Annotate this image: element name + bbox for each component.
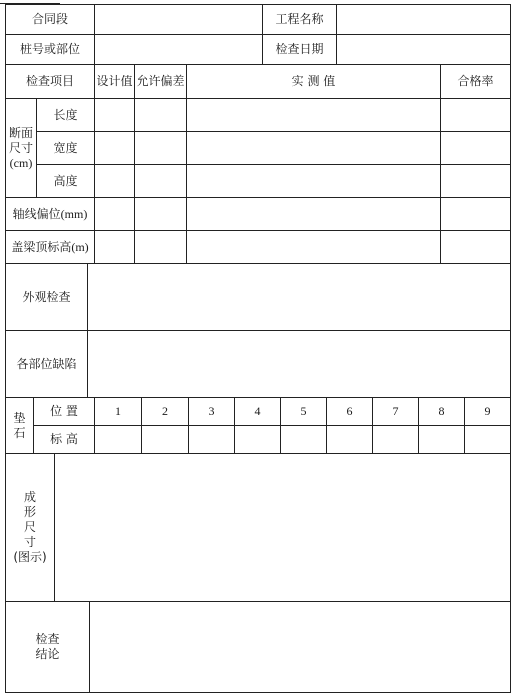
axis-offset-pass-rate-cell[interactable] [440, 197, 511, 231]
beam-top-elev-design-cell[interactable] [94, 230, 135, 264]
section-size-unit: (cm) [9, 155, 33, 170]
section-size-label-1: 断面 [8, 125, 33, 140]
beam-top-elev-tolerance-cell[interactable] [134, 230, 187, 264]
defects-label: 各部位缺陷 [5, 330, 88, 398]
width-tolerance-cell[interactable] [134, 131, 187, 165]
length-tolerance-cell[interactable] [134, 98, 187, 132]
pad-position-7: 7 [372, 397, 419, 426]
col-header-measured: 实 测 值 [186, 64, 441, 99]
pad-elevation-5[interactable] [280, 425, 327, 454]
shape-size-char-4: 寸 [23, 535, 36, 549]
pile-or-part-field[interactable] [94, 34, 263, 65]
shape-size-char-3: 尺 [23, 520, 36, 534]
width-pass-rate-cell[interactable] [440, 131, 511, 165]
col-header-design: 设计值 [94, 64, 135, 99]
row-label-width: 宽度 [36, 131, 95, 165]
inspection-date-label: 检查日期 [262, 34, 337, 65]
pad-stone-label-2: 石 [13, 425, 26, 440]
appearance-check-field[interactable] [87, 263, 511, 331]
col-header-tolerance: 允许偏差 [134, 64, 187, 99]
axis-offset-tolerance-cell[interactable] [134, 197, 187, 231]
conclusion-label [5, 601, 90, 693]
pad-elevation-1[interactable] [94, 425, 142, 454]
length-measured-cell[interactable] [186, 98, 441, 132]
beam-top-elev-text: 盖梁顶标高 [11, 239, 72, 254]
axis-offset-unit: (mm) [60, 206, 88, 221]
pad-position-6: 6 [326, 397, 373, 426]
col-header-item: 检查项目 [5, 64, 95, 99]
pile-or-part-label: 桩号或部位 [5, 34, 95, 65]
beam-top-elev-unit: (m) [71, 239, 89, 254]
shape-size-char-1: 成 [23, 490, 36, 504]
contract-section-label: 合同段 [5, 4, 95, 35]
width-measured-cell[interactable] [186, 131, 441, 165]
row-label-height: 高度 [36, 164, 95, 198]
beam-top-elev-label [5, 230, 95, 264]
axis-offset-measured-cell[interactable] [186, 197, 441, 231]
length-pass-rate-cell[interactable] [440, 98, 511, 132]
pad-position-4: 4 [234, 397, 281, 426]
width-design-cell[interactable] [94, 131, 135, 165]
shape-size-label [5, 453, 55, 602]
height-pass-rate-cell[interactable] [440, 164, 511, 198]
pad-elevation-6[interactable] [326, 425, 373, 454]
pad-position-8: 8 [418, 397, 465, 426]
section-size-group-label [5, 98, 37, 198]
shape-size-note: (图示) [13, 550, 47, 564]
col-header-pass-rate: 合格率 [440, 64, 511, 99]
height-measured-cell[interactable] [186, 164, 441, 198]
pad-position-3: 3 [188, 397, 235, 426]
pad-position-5: 5 [280, 397, 327, 426]
height-design-cell[interactable] [94, 164, 135, 198]
pad-elevation-2[interactable] [141, 425, 189, 454]
axis-offset-design-cell[interactable] [94, 197, 135, 231]
section-size-label-2: 尺寸 [8, 140, 33, 155]
defects-field[interactable] [87, 330, 511, 398]
pad-elevation-4[interactable] [234, 425, 281, 454]
appearance-check-label: 外观检查 [5, 263, 88, 331]
pad-stone-group-label [5, 397, 34, 454]
height-tolerance-cell[interactable] [134, 164, 187, 198]
contract-section-field[interactable] [94, 4, 263, 35]
pad-stone-elevation-label: 标 高 [33, 425, 95, 454]
pad-elevation-7[interactable] [372, 425, 419, 454]
pad-position-9: 9 [464, 397, 511, 426]
shape-size-sketch-area[interactable] [54, 453, 511, 602]
pad-stone-position-label: 位 置 [33, 397, 95, 426]
conclusion-field[interactable] [89, 601, 511, 693]
pad-stone-label-1: 垫 [13, 410, 26, 425]
axis-offset-text: 轴线偏位 [12, 206, 61, 221]
pad-elevation-3[interactable] [188, 425, 235, 454]
pad-position-2: 2 [141, 397, 189, 426]
inspection-date-field[interactable] [336, 34, 511, 65]
conclusion-label-line1: 检查 [35, 632, 60, 646]
shape-size-char-2: 形 [23, 505, 36, 519]
axis-offset-label [5, 197, 95, 231]
conclusion-label-line2: 结论 [35, 647, 60, 661]
length-design-cell[interactable] [94, 98, 135, 132]
project-name-field[interactable] [336, 4, 511, 35]
pad-elevation-8[interactable] [418, 425, 465, 454]
project-name-label: 工程名称 [262, 4, 337, 35]
pad-position-1: 1 [94, 397, 142, 426]
beam-top-elev-pass-rate-cell[interactable] [440, 230, 511, 264]
pad-elevation-9[interactable] [464, 425, 511, 454]
row-label-length: 长度 [36, 98, 95, 132]
beam-top-elev-measured-cell[interactable] [186, 230, 441, 264]
